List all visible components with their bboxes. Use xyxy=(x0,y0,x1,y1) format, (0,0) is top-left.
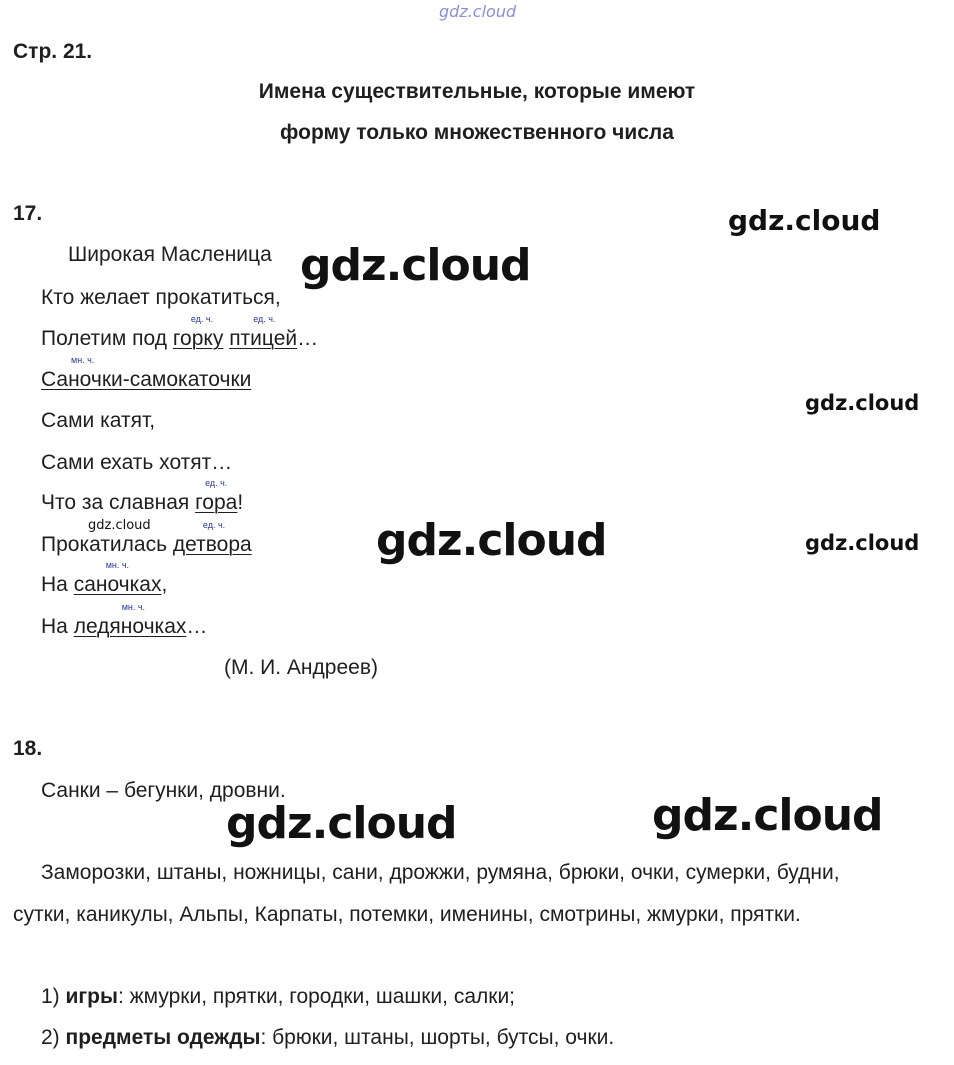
grammar-note: ед. ч. xyxy=(253,314,276,324)
grammar-note: ед. ч. xyxy=(202,520,226,530)
grammar-note: мн. ч. xyxy=(105,560,130,570)
list-item-2: 2) предметы одежды: брюки, штаны, шорты, бутсы, очки. xyxy=(41,1026,615,1049)
poem-line-1: Кто желает прокатиться, xyxy=(41,286,281,309)
poem-text: Полетим под xyxy=(41,327,173,350)
poem-title: Широкая Масленица xyxy=(68,243,272,266)
underlined-word: птицей ед. ч. xyxy=(229,314,298,350)
poem-line-2: Полетим под горку ед. ч. птицей ед. ч. … xyxy=(41,314,319,350)
poem-line-3 xyxy=(41,355,252,392)
list-item-label: игры xyxy=(65,985,118,1008)
watermark: gdz.cloud xyxy=(805,391,920,415)
poem-line-6: Что за славная гора ед. ч. ! xyxy=(41,478,244,514)
watermark: gdz.cloud xyxy=(805,531,920,555)
exercise-17-number: 17. xyxy=(13,202,43,225)
exercise-18-line-1: Санки – бегунки, дровни. xyxy=(41,779,286,802)
poem-line-7: Прокатилась детвора ед. ч. xyxy=(41,520,252,556)
watermark: gdz.cloud xyxy=(376,515,607,566)
watermark: gdz.cloud xyxy=(652,790,883,841)
watermark: gdz.cloud xyxy=(88,518,151,533)
page-label: Стр. 21. xyxy=(13,40,93,63)
underlined-word: саночках мн. ч. xyxy=(73,560,162,596)
grammar-note: ед. ч. xyxy=(205,478,228,488)
poem-line-5: Сами ехать хотят… xyxy=(41,451,233,474)
exercise-18-paragraph-line-1: Заморозки, штаны, ножницы, сани, дрожжи, румяна, брюки, очки, сумерки, будни, xyxy=(41,861,840,884)
poem-line-4: Сами катят, xyxy=(41,409,156,432)
list-item-1: 1) игры: жмурки, прятки, городки, шашки, салки; xyxy=(41,985,516,1008)
underlined-word: горку ед. ч. xyxy=(172,314,224,350)
grammar-note: мн. ч. xyxy=(121,602,146,612)
exercise-18-paragraph-line-2: сутки, каникулы, Альпы, Карпаты, потемки, именины, смотрины, жмурки, прятки. xyxy=(13,903,801,926)
grammar-note: мн. ч. xyxy=(71,355,95,365)
underlined-word: Саночки-самокаточки мн. ч. xyxy=(41,355,252,391)
poem-line-9: На ледяночках мн. ч. … xyxy=(41,602,208,638)
list-item-label: предметы одежды xyxy=(65,1026,261,1049)
underlined-word: ледяночках мн. ч. xyxy=(73,602,187,638)
grammar-note: ед. ч. xyxy=(190,314,214,324)
exercise-18-number: 18. xyxy=(13,737,43,760)
watermark: gdz.cloud xyxy=(728,204,881,237)
underlined-word: детвора ед. ч. xyxy=(172,520,252,556)
watermark: gdz.cloud xyxy=(300,240,531,291)
underlined-word: гора ед. ч. xyxy=(195,478,238,514)
watermark: gdz.cloud xyxy=(226,798,457,849)
section-title-line-2: форму только множественного числа xyxy=(280,121,674,144)
watermark-top: gdz.cloud xyxy=(439,2,517,21)
poem-author: (М. И. Андреев) xyxy=(224,656,378,679)
poem-line-8: На саночках мн. ч. , xyxy=(41,560,168,596)
section-title-line-1: Имена существительные, которые имеют xyxy=(258,80,696,103)
